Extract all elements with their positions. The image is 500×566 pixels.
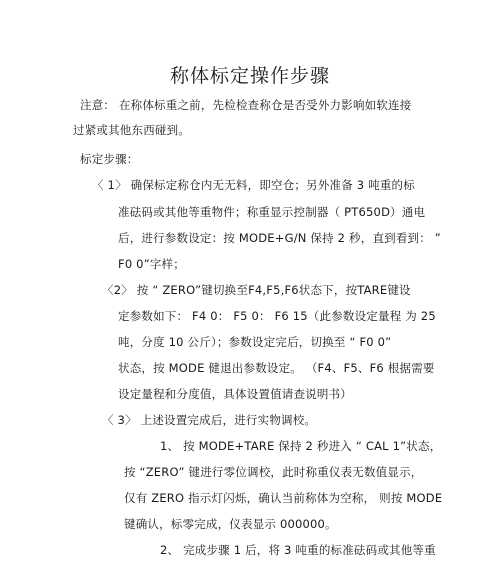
substep-1-line-1: 1、 按 MODE+TARE 保持 2 秒进入 “ CAL 1”状态，	[160, 439, 442, 453]
step-2-line-4: 状态，按 MODE 健退出参数设定。 （F4、F5、F6 根据需要	[118, 361, 435, 375]
step-3-line-1: 〈 3〉 上述设置完成后，进行实物调校。	[102, 413, 317, 427]
document-title: 称体标定操作步骤	[169, 65, 330, 87]
note-line-1: 注意： 在称体标重之前，先检检查称仓是否受外力影响如软连接	[80, 98, 412, 112]
step-1-line-4: F0 0”字样；	[118, 257, 185, 271]
step-2-line-5: 设定量程和分度值，具体设置值请查说明书）	[118, 387, 352, 401]
substep-1-line-3: 仅有 ZERO 指示灯闪烁，确认当前称体为空称， 则按 MODE	[124, 491, 443, 505]
step-1-line-3: 后，进行参数设定：按 MODE+G/N 保持 2 秒，直到看到： ”	[118, 231, 441, 245]
note-line-2: 过紧或其他东西碰到。	[73, 123, 190, 137]
step-2-line-2: 定参数如下： F4 0： F5 0： F6 15（此参数设定量程 为 25	[118, 309, 436, 323]
substep-1-line-4: 键确认，标零完成，仪表显示 000000。	[124, 517, 337, 531]
substep-2-line-1: 2、 完成步骤 1 后，将 3 吨重的标准砝码或其他等重	[160, 543, 436, 557]
substep-1-line-2: 按 “ZERO” 键进行零位调校，此时称重仪表无数值显示，	[124, 465, 423, 479]
step-1-line-1: 〈 1〉 确保标定称仓内无无料，即空仓；另外准备 3 吨重的标	[92, 178, 415, 192]
step-1-line-2: 准砝码或其他等重物件；称重显示控制器（ PT650D）通电	[118, 205, 426, 219]
steps-heading: 标定步骤：	[80, 152, 139, 166]
step-2-line-1: 〈2〉 按 “ ZERO”键切换至F4,F5,F6状态下，按TARE键设	[102, 283, 411, 297]
step-2-line-3: 吨，分度 10 公斤）；参数设定完后，切换至 “ F0 0”	[118, 335, 392, 349]
